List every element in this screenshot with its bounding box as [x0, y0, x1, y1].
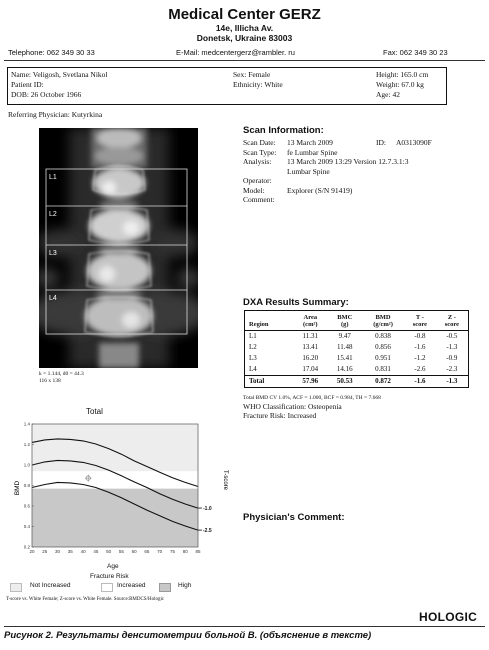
table-row	[245, 353, 469, 364]
chart-x-tick: 85	[195, 549, 201, 554]
chart-x-tick: 35	[67, 549, 73, 554]
scan-type-value: fe Lumbar Spine	[287, 147, 338, 157]
chart-x-tick: 65	[144, 549, 150, 554]
table-cell: 0.951	[375, 354, 391, 362]
table-cell: 11.31	[302, 332, 319, 340]
chart-x-tick: 20	[29, 549, 35, 554]
scan-id-label: ID:	[376, 138, 386, 147]
tscore-label: -2.5	[203, 527, 212, 534]
chart-x-tick: 50	[106, 549, 112, 554]
chart-x-axis-label: Age	[107, 563, 119, 570]
chart-x-tick: 30	[55, 549, 61, 554]
chart-y-tick: 0.4	[23, 524, 30, 529]
chart-title: Total	[86, 407, 103, 416]
dxa-col-zscore: Z - score	[436, 311, 469, 331]
scan-parameters: k = 1.144, d0 = 44.3	[39, 371, 84, 377]
header-divider	[4, 60, 485, 61]
risk-zone-increased	[32, 471, 198, 488]
analysis-label: Analysis:	[243, 157, 272, 166]
scan-info-block	[243, 138, 473, 205]
dxa-header-row	[245, 311, 469, 331]
tscore-label: -1.0	[203, 505, 212, 512]
patient-name: Name: Veligosh, Svetlana Nikol	[11, 70, 108, 79]
table-cell: 9.47	[338, 332, 351, 340]
table-cell: -0.8	[414, 332, 426, 340]
scan-label-l3: L3	[49, 250, 57, 257]
dxa-title: DXA Results Summary:	[243, 297, 349, 308]
referring-physician: Referring Physician: Kutyrkina	[8, 110, 103, 119]
patient-sex: Sex: Female	[233, 70, 271, 79]
table-cell: 0.872	[362, 376, 404, 388]
who-classification: WHO Classification: Osteopenia	[243, 402, 342, 411]
scan-label-l1: L1	[49, 174, 57, 181]
table-cell: -1.3	[436, 376, 469, 388]
table-cell: 50.53	[328, 376, 362, 388]
table-cell: -0.5	[446, 332, 458, 340]
analysis-value: 13 March 2009 13:29 Version 12.7.3.1:3	[287, 157, 409, 166]
chart-y-tick: 1.2	[23, 442, 30, 447]
dxa-note-cv: Total BMD CV 1.0%, ACF = 1.000, BCF = 0.984, TH = 7.668	[243, 395, 381, 401]
figure-caption: Рисунок 2. Результаты денситометрии больной В. (объяснение в тексте)	[4, 630, 372, 641]
chart-y-axis-label: BMD	[14, 480, 21, 496]
risk-zone-high	[32, 489, 198, 547]
chart-x-tick: 25	[42, 549, 48, 554]
spine-scan-image	[39, 128, 198, 368]
patient-dob: DOB: 26 October 1966	[11, 90, 82, 99]
fracture-risk-legend	[8, 582, 233, 592]
physician-comment-label: Physician's Comment:	[243, 512, 345, 523]
table-cell: 17.04	[302, 365, 319, 373]
scan-date-value: 13 March 2009	[287, 138, 333, 147]
table-cell: -1.6	[404, 376, 436, 388]
patient-age: Age: 42	[376, 90, 400, 99]
chart-y-tick: 0.8	[23, 483, 30, 488]
legend-swatch-not-increased	[10, 583, 22, 592]
table-cell: 57.96	[293, 376, 327, 388]
dxa-col-tscore: T - score	[404, 311, 436, 331]
scan-type-label: Scan Type:	[243, 147, 277, 157]
fax: Fax: 062 349 30 23	[383, 48, 448, 57]
table-cell: 0.838	[375, 332, 391, 340]
table-total-row	[245, 376, 469, 388]
table-row	[245, 342, 469, 353]
telephone: Telephone: 062 349 30 33	[8, 48, 95, 57]
table-cell: 0.856	[375, 343, 391, 351]
risk-zone-not-increased	[32, 424, 198, 471]
scan-matrix: 116 x 138	[39, 378, 61, 384]
chart-y-tick: 0.2	[23, 544, 30, 550]
table-cell: L2	[249, 343, 257, 351]
patient-info-box	[7, 67, 447, 105]
table-cell: 16.20	[302, 354, 319, 362]
table-cell: -1.2	[414, 354, 426, 362]
legend-increased: Increased	[117, 582, 146, 589]
fracture-risk: Fracture Risk: Increased	[243, 411, 317, 420]
scan-id-value: A0313090F	[396, 138, 432, 147]
table-cell: -1.6	[414, 343, 426, 351]
table-cell: 14.16	[336, 365, 353, 373]
fracture-risk-legend-title: Fracture Risk	[90, 573, 129, 580]
table-cell: L1	[249, 332, 257, 340]
chart-right-axis-label: T-score	[222, 469, 228, 491]
clinic-address-line2: Donetsk, Ukraine 83003	[196, 33, 293, 43]
bmd-reference-chart	[6, 418, 231, 558]
chart-x-tick: 40	[80, 549, 86, 554]
legend-swatch-high	[159, 583, 171, 592]
table-cell: -0.9	[446, 354, 458, 362]
comment-label: Comment:	[243, 195, 275, 204]
table-cell: L4	[249, 365, 257, 373]
email: E-Mail: medcentergerz@rambler. ru	[176, 48, 295, 57]
table-cell: Total	[245, 376, 294, 388]
chart-x-tick: 70	[157, 549, 163, 554]
patient-ethnicity: Ethnicity: White	[233, 80, 283, 89]
table-cell: 11.48	[337, 343, 353, 351]
clinic-address-line1: 14e, Illicha Av.	[215, 23, 274, 33]
legend-not-increased: Not Increased	[30, 582, 71, 589]
table-cell: 0.831	[375, 365, 391, 373]
scan-date-label: Scan Date:	[243, 138, 276, 147]
chart-footnote: T-score vs. White Female; Z-score vs. White Female. Source:BMDCS/Hologic	[6, 597, 165, 602]
table-cell: -2.6	[414, 365, 426, 373]
clinic-name: Medical Center GERZ	[168, 6, 321, 23]
legend-swatch-increased	[101, 583, 113, 592]
dxa-col-bmc: BMC (g)	[328, 311, 362, 331]
model-value: Explorer (S/N 91419)	[287, 185, 353, 195]
scan-label-l2: L2	[49, 211, 57, 218]
dxa-results-table	[244, 310, 469, 388]
dxa-col-region: Region	[245, 311, 294, 331]
chart-x-tick: 75	[169, 549, 175, 554]
spine-scan-graphic	[39, 128, 198, 368]
table-cell: L3	[249, 354, 257, 362]
scan-label-l4: L4	[49, 295, 57, 302]
chart-y-tick: 1.0	[23, 462, 30, 468]
model-label: Model:	[243, 185, 265, 195]
table-row	[245, 364, 469, 376]
table-cell: 13.41	[302, 343, 319, 351]
table-cell: -1.3	[446, 343, 458, 351]
dxa-col-area: Area (cm²)	[293, 311, 327, 331]
legend-high: High	[178, 582, 192, 589]
chart-x-tick: 80	[182, 549, 188, 554]
patient-weight: Weight: 67.0 kg	[376, 80, 424, 89]
table-cell: 15.41	[336, 354, 353, 362]
analysis-region: Lumbar Spine	[287, 166, 330, 176]
chart-y-tick: 1.4	[23, 421, 30, 427]
dxa-col-bmd: BMD (g/cm²)	[362, 311, 404, 331]
chart-y-tick: 0.6	[23, 503, 30, 509]
scan-info-title: Scan Information:	[243, 125, 324, 136]
chart-x-tick: 55	[118, 549, 124, 554]
patient-id: Patient ID:	[11, 80, 44, 89]
table-row	[245, 331, 469, 343]
operator-label: Operator:	[243, 176, 272, 185]
patient-height: Height: 165.0 cm	[376, 70, 429, 79]
chart-x-tick: 60	[131, 549, 137, 554]
footer-divider	[4, 626, 485, 627]
hologic-logo: HOLOGIC	[419, 610, 478, 624]
table-cell: -2.3	[446, 365, 458, 373]
chart-x-tick: 45	[93, 549, 99, 554]
